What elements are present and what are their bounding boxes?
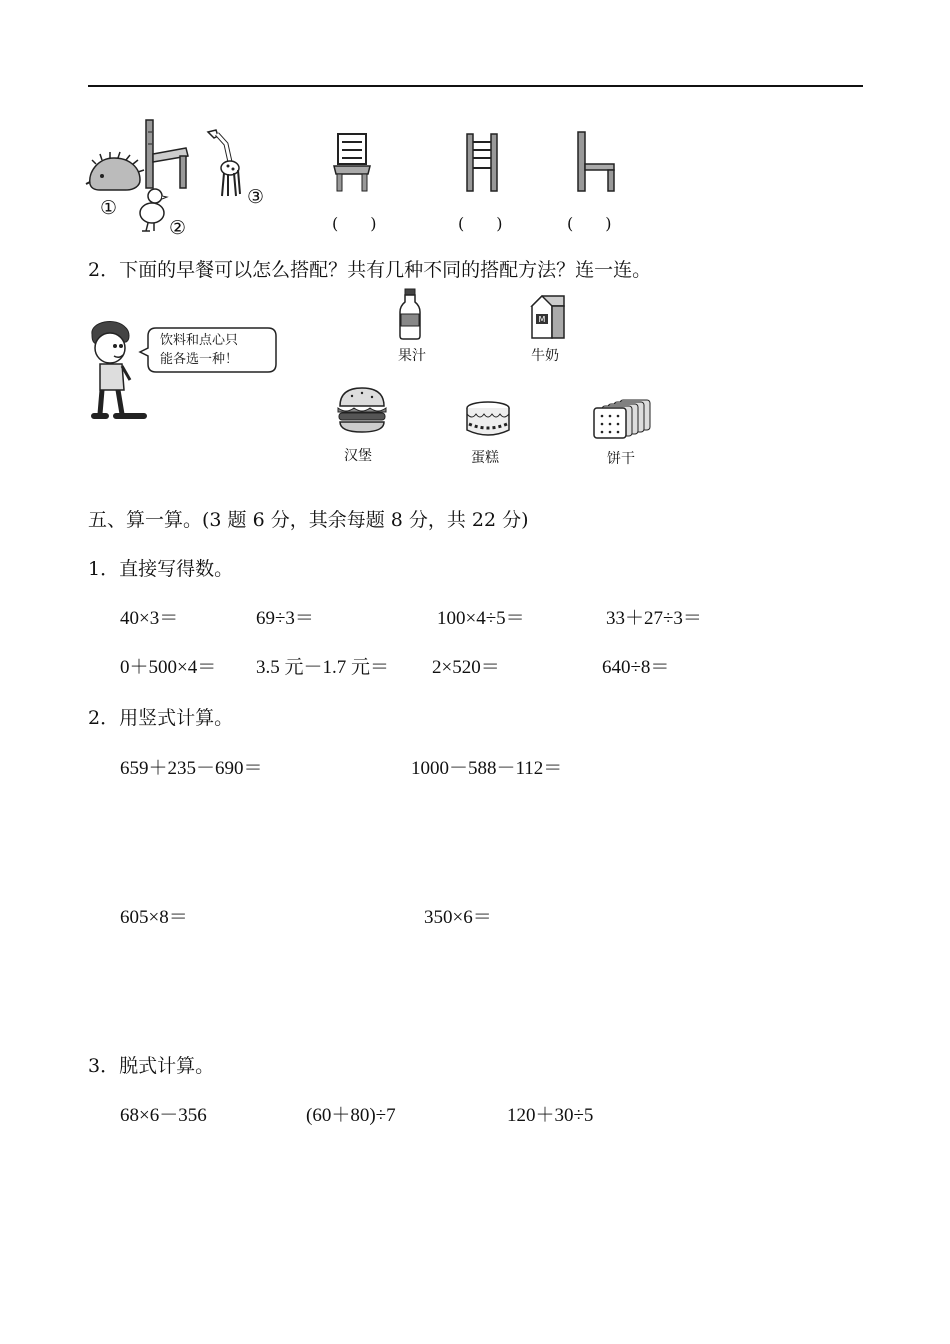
calc-item: 100×4÷5＝ [437,608,525,629]
part-2-title: 2．用竖式计算。 [88,707,234,729]
step-calc-item: (60＋80)÷7 [306,1105,396,1126]
answer-slot-2[interactable]: ( ) [458,214,503,233]
answer-slot-3[interactable]: ( ) [567,214,612,233]
snack-label-cake: 蛋糕 [471,450,499,466]
step-calc-item: 120＋30÷5 [507,1105,594,1126]
question-2-title: 2．下面的早餐可以怎么搭配？共有几种不同的搭配方法？连一连。 [88,259,652,281]
answer-slot-1[interactable]: ( ) [332,214,377,233]
calc-item: 40×3＝ [120,608,179,629]
calc-item: 0＋500×4＝ [120,657,217,678]
marker-1: ① [100,197,118,219]
giraffe-icon [200,128,244,200]
chair-back-view-icon [464,132,500,192]
calc-item: 33＋27÷3＝ [606,608,702,629]
speech-bubble-text: 饮料和点心只 能各选一种！ [160,333,239,367]
part-3-title: 3．脱式计算。 [88,1055,215,1077]
milk-carton-icon [528,294,568,340]
hedgehog-icon [86,150,146,195]
vertical-calc-item: 605×8＝ [120,907,188,928]
hamburger-icon [336,386,388,436]
chair-front-view-icon [334,132,370,192]
cake-icon [464,400,512,438]
vertical-calc-item: 1000－588－112＝ [411,758,563,779]
section-5-title: 五、算一算。(3 题 6 分，其余每题 8 分，共 22 分) [88,509,529,531]
marker-3: ③ [247,186,265,208]
calc-item: 3.5 元－1.7 元＝ [256,657,390,678]
calc-item: 69÷3＝ [256,608,314,629]
juice-bottle-icon [398,288,422,340]
calc-item: 2×520＝ [432,657,500,678]
drink-label-milk: 牛奶 [531,348,559,364]
biscuits-icon [590,398,656,440]
snack-label-burger: 汉堡 [344,448,372,464]
marker-2: ② [169,217,187,239]
part-1-title: 1．直接写得数。 [88,558,234,580]
chick-icon [138,187,168,233]
top-rule [88,85,863,87]
chair-icon [140,118,192,190]
vertical-calc-item: 659＋235－690＝ [120,758,263,779]
step-calc-item: 68×6－356 [120,1105,207,1126]
calc-item: 640÷8＝ [602,657,670,678]
svg-text:M: M [538,315,546,324]
vertical-calc-item: 350×6＝ [424,907,492,928]
snack-label-biscuits: 饼干 [607,451,635,467]
drink-label-juice: 果汁 [398,348,426,364]
chair-side-view-icon [574,130,618,192]
